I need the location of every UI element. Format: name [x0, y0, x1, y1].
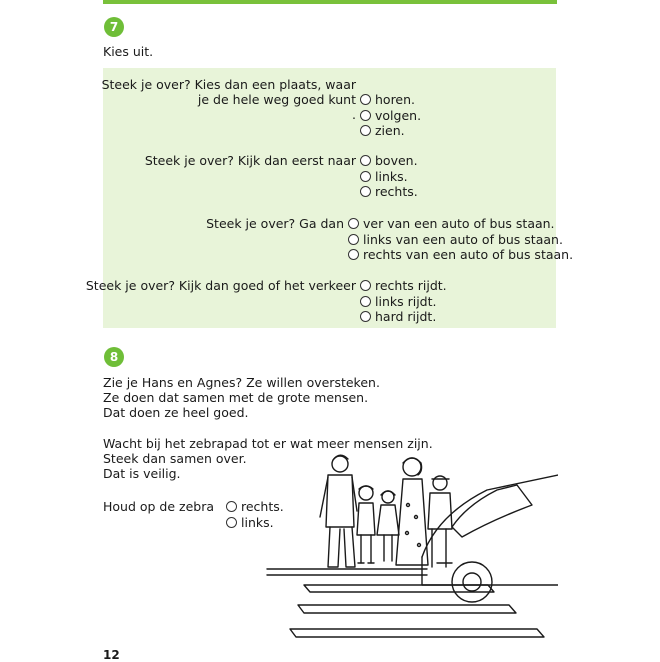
child-figure-agnes	[377, 491, 399, 561]
q7-item-4-option-2[interactable]: links rijdt.	[360, 294, 447, 310]
q8-option-1[interactable]: rechts.	[226, 499, 284, 515]
zebra-stripes	[290, 585, 544, 637]
q7-item-3-text	[206, 216, 344, 231]
q7-item-2-text	[145, 153, 356, 168]
q8-question-text: Houd op de zebra	[103, 499, 215, 514]
q7-item-1-line-1: Steek je over? Kies dan een plaats, waar	[101, 77, 356, 92]
q7-item-1-text	[102, 77, 356, 122]
q7-item-2-option-2[interactable]: links.	[360, 169, 418, 185]
radio-button[interactable]	[360, 171, 371, 182]
q8-paragraph-2-line-3: Dat is veilig.	[103, 466, 181, 481]
woman-figure	[396, 458, 428, 565]
q7-item-2-option-1[interactable]: boven.	[360, 153, 418, 169]
q8-paragraph-1-line-3: Dat doen ze heel goed.	[103, 405, 249, 420]
q7-item-4-text	[86, 278, 356, 293]
q8-paragraph-1-line-2: Ze doen dat samen met de grote mensen.	[103, 390, 369, 405]
zebra-crossing-illustration	[262, 445, 558, 645]
q7-item-1-options	[360, 92, 421, 139]
q8-paragraph-2-line-1: Wacht bij het zebrapad tot er wat meer mensen zijn.	[103, 436, 433, 451]
q7-item-4-option-3[interactable]: hard rijdt.	[360, 309, 447, 325]
question-7-instruction: Kies uit.	[103, 44, 154, 59]
q7-item-2-line-1: Steek je over? Kijk dan eerst naar	[144, 153, 356, 168]
q7-item-1-line-2: je de hele weg goed kunt	[197, 92, 356, 107]
q7-item-4-options	[360, 278, 447, 325]
q7-item-1-option-1[interactable]: horen.	[360, 92, 421, 108]
page-number: 12	[103, 648, 120, 662]
q7-item-2-options	[360, 153, 418, 200]
q7-item-3-option-1[interactable]: ver van een auto of bus staan.	[348, 216, 573, 232]
radio-button[interactable]	[360, 94, 371, 105]
radio-button[interactable]	[360, 125, 371, 136]
q7-item-3-options	[348, 216, 573, 263]
q7-item-3-option-3[interactable]: rechts van een auto of bus staan.	[348, 247, 573, 263]
child-figure-hans	[357, 486, 375, 563]
top-accent-bar	[103, 0, 557, 4]
q7-item-3-line-1: Steek je over? Ga dan	[206, 216, 344, 231]
radio-button[interactable]	[348, 249, 359, 260]
radio-button[interactable]	[360, 155, 371, 166]
radio-button[interactable]	[348, 218, 359, 229]
q7-item-4-option-1[interactable]: rechts rijdt.	[360, 278, 447, 294]
q7-item-2-option-3[interactable]: rechts.	[360, 184, 418, 200]
radio-button[interactable]	[348, 234, 359, 245]
man-figure	[320, 455, 357, 567]
radio-button[interactable]	[226, 517, 237, 528]
radio-button[interactable]	[360, 311, 371, 322]
radio-button[interactable]	[360, 110, 371, 121]
q7-item-4-line-1: Steek je over? Kijk dan goed of het verkeer	[85, 278, 356, 293]
q8-paragraph-2-line-2: Steek dan samen over.	[103, 451, 247, 466]
man-with-cap-figure	[428, 476, 452, 567]
q7-item-3-option-2[interactable]: links van een auto of bus staan.	[348, 232, 573, 248]
q8-option-2[interactable]: links.	[226, 515, 284, 531]
car	[422, 475, 558, 602]
radio-button[interactable]	[360, 280, 371, 291]
radio-button[interactable]	[360, 296, 371, 307]
q7-item-1-option-3[interactable]: zien.	[360, 123, 421, 139]
question-8-number: 8	[104, 347, 124, 367]
radio-button[interactable]	[360, 186, 371, 197]
q8-paragraph-1-line-1: Zie je Hans en Agnes? Ze willen oversteken.	[103, 375, 380, 390]
curb-lines	[267, 569, 427, 575]
q7-item-1-line-3: .	[352, 107, 356, 122]
radio-button[interactable]	[226, 501, 237, 512]
q7-item-1-option-2[interactable]: volgen.	[360, 108, 421, 124]
question-7-number: 7	[104, 17, 124, 37]
q8-paragraph-1	[103, 375, 380, 420]
